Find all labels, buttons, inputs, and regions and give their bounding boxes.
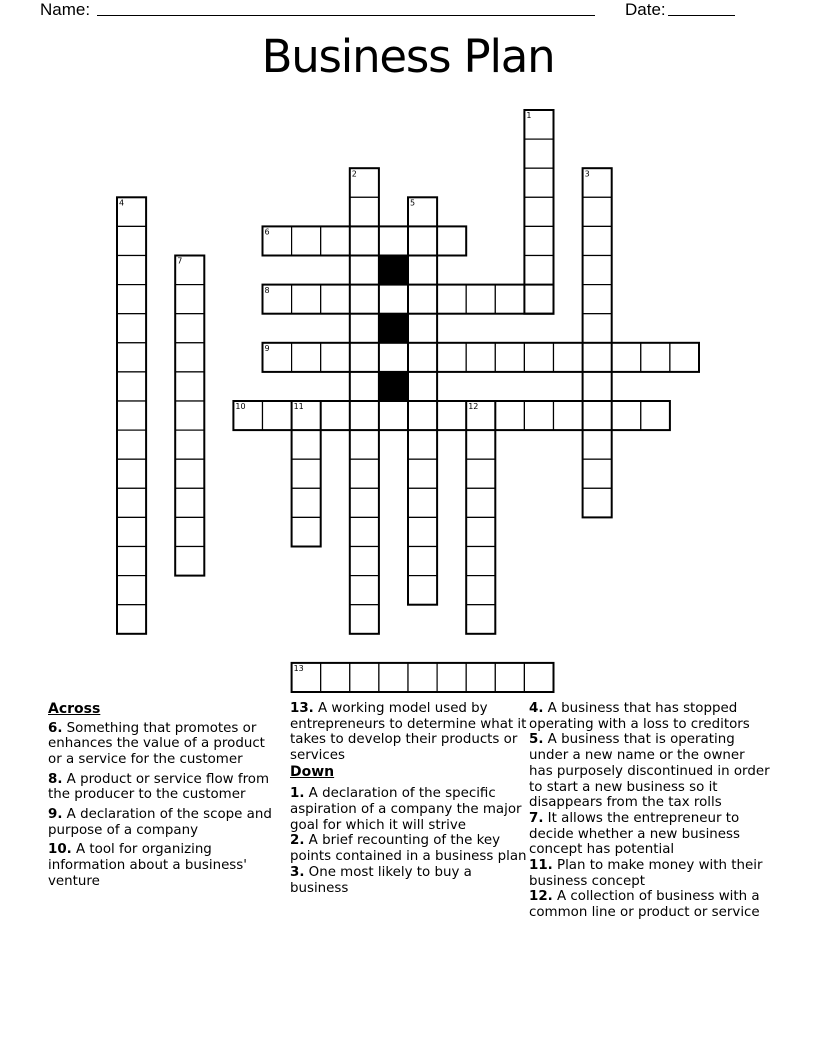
clue-number: 6. (48, 720, 63, 736)
grid-cell (292, 285, 321, 314)
grid-cell (350, 576, 379, 605)
grid-cell (350, 226, 379, 255)
clue-number: 10. (48, 842, 72, 858)
cell-number: 10 (235, 402, 246, 412)
clue-item: 9. A declaration of the scope and purpose of a company (48, 807, 272, 838)
grid-cell (466, 343, 495, 372)
grid-cell (117, 547, 146, 576)
grid-cell (117, 459, 146, 488)
clue-column (529, 701, 772, 921)
grid-cell (612, 401, 641, 430)
clue-section-header: Across (48, 701, 101, 717)
grid-cell (408, 285, 437, 314)
grid-cell (175, 517, 204, 546)
grid-cell (524, 168, 553, 197)
clue-section-header: Down (290, 763, 335, 780)
grid-cell (292, 226, 321, 255)
grid-cell (321, 401, 350, 430)
grid-cell (175, 401, 204, 430)
grid-cell (350, 430, 379, 459)
grid-cell (117, 343, 146, 372)
grid-cell (350, 663, 379, 692)
cell-number: 2 (351, 169, 357, 179)
grid-cell (495, 401, 524, 430)
grid-cell (408, 343, 437, 372)
grid-cell (350, 197, 379, 226)
grid-cell (321, 285, 350, 314)
grid-cell (408, 256, 437, 285)
grid-cell (350, 372, 379, 401)
clue-item: 1. A declaration of the specific aspiration of a company the major goal for which it will strive (290, 786, 522, 833)
name-label: Name: (40, 0, 91, 19)
grid-cell (379, 401, 408, 430)
grid-cell (524, 285, 553, 314)
grid-cell (408, 401, 437, 430)
grid-cell (408, 430, 437, 459)
grid-cell (437, 401, 466, 430)
grid-cell (175, 547, 204, 576)
date-label: Date: (625, 0, 666, 19)
grid-cell (524, 139, 553, 168)
grid-cell (379, 226, 408, 255)
grid-cell (466, 430, 495, 459)
grid-cell (466, 663, 495, 692)
clue-item: 6. Something that promotes or enhances the value of a product or a service for the customer (48, 720, 265, 767)
grid-cell (437, 343, 466, 372)
clue-item: 7. It allows the entrepreneur to decide whether a new business concept has potential (529, 810, 740, 858)
grid-cell (466, 488, 495, 517)
grid-cell (408, 314, 437, 343)
grid-cell (466, 576, 495, 605)
grid-cell (466, 547, 495, 576)
cell-number: 13 (293, 664, 304, 674)
grid-cell (117, 226, 146, 255)
grid-cell (408, 547, 437, 576)
grid-cell (554, 401, 583, 430)
grid-cell (466, 459, 495, 488)
grid-cell (292, 430, 321, 459)
clue-item: 3. One most likely to buy a business (290, 864, 472, 896)
grid-cell (437, 663, 466, 692)
grid-cell (524, 663, 553, 692)
cell-number: 3 (584, 169, 590, 179)
grid-cell (495, 285, 524, 314)
grid-cell (175, 285, 204, 314)
grid-cell (321, 343, 350, 372)
clue-number: 8. (48, 771, 63, 787)
clue-number: 7. (529, 810, 544, 826)
clue-item: 5. A business that is operating under a new name or the owner has purposely discontinued in order to start a new business so it disappears from the tax rolls (529, 732, 770, 811)
cell-number: 5 (410, 198, 416, 208)
clue-column (48, 701, 278, 894)
grid-cell (117, 314, 146, 343)
grid-cell (524, 226, 553, 255)
clue-number: 13. (290, 701, 314, 716)
grid-cell (175, 314, 204, 343)
grid-cell (583, 401, 612, 430)
grid-cell (466, 517, 495, 546)
grid-cell (117, 605, 146, 634)
grid-cell (350, 547, 379, 576)
cell-number: 4 (119, 198, 125, 208)
grid-cell (583, 226, 612, 255)
clue-number: 11. (529, 858, 553, 874)
grid-cell (350, 459, 379, 488)
clue-column (290, 701, 530, 896)
grid-cell (292, 488, 321, 517)
grid-cell (495, 343, 524, 372)
grid-cell (292, 517, 321, 546)
clue-number: 12. (529, 889, 553, 905)
cell-number: 6 (264, 227, 270, 237)
grid-cell (292, 459, 321, 488)
black-cell (379, 256, 408, 285)
grid-cell (321, 226, 350, 255)
cell-number: 8 (264, 285, 270, 295)
grid-cell (117, 372, 146, 401)
grid-cell (350, 488, 379, 517)
grid-cell (175, 459, 204, 488)
grid-cell (117, 285, 146, 314)
grid-cell (437, 226, 466, 255)
grid-cell (117, 488, 146, 517)
clue-number: 9. (48, 807, 63, 823)
grid-cell (583, 430, 612, 459)
clue-item: 2. A brief recounting of the key points contained in a business plan (290, 833, 527, 865)
grid-cell (524, 343, 553, 372)
grid-cell (350, 314, 379, 343)
grid-cell (350, 256, 379, 285)
grid-cell (524, 197, 553, 226)
grid-cell (292, 343, 321, 372)
grid-cell (408, 488, 437, 517)
grid-cell (408, 459, 437, 488)
clue-item: 12. A collection of business with a common line or product or service (529, 889, 760, 921)
grid-cell (583, 285, 612, 314)
grid-cell (117, 256, 146, 285)
grid-cell (117, 401, 146, 430)
grid-cell (408, 663, 437, 692)
grid-cell (437, 285, 466, 314)
page-title: Business Plan (261, 30, 555, 83)
grid-cell (350, 343, 379, 372)
clue-item: 11. Plan to make money with their business concept (529, 858, 763, 889)
grid-cell (670, 343, 699, 372)
grid-cell (466, 285, 495, 314)
cell-number: 11 (293, 402, 304, 412)
grid-cell (379, 663, 408, 692)
grid-cell (175, 430, 204, 459)
grid-cell (350, 401, 379, 430)
grid-cell (583, 314, 612, 343)
clue-number: 2. (290, 833, 305, 849)
cell-number: 7 (177, 256, 183, 266)
grid-cell (583, 372, 612, 401)
grid-cell (379, 285, 408, 314)
grid-cell (583, 197, 612, 226)
grid-cell (554, 343, 583, 372)
grid-cell (583, 459, 612, 488)
grid-cell (408, 517, 437, 546)
grid-cell (321, 663, 350, 692)
grid-cell (263, 401, 292, 430)
grid-cell (583, 488, 612, 517)
clue-number: 1. (290, 786, 305, 802)
black-cell (379, 314, 408, 343)
clue-item: 10. A tool for organizing information about a business' venture (48, 842, 247, 889)
cell-number: 1 (526, 111, 532, 121)
clue-number: 4. (529, 701, 544, 716)
grid-cell (350, 285, 379, 314)
grid-cell (524, 256, 553, 285)
grid-cell (495, 663, 524, 692)
grid-cell (524, 401, 553, 430)
clue-number: 5. (529, 732, 544, 748)
cell-number: 12 (468, 402, 479, 412)
grid-cell (117, 576, 146, 605)
grid-cell (350, 605, 379, 634)
cell-number: 9 (264, 344, 270, 353)
grid-cell (408, 576, 437, 605)
clue-item: 13. A working model used by entrepreneurs to determine what it takes to develop their products or services (290, 701, 527, 764)
grid-cell (641, 343, 670, 372)
black-cell (379, 372, 408, 401)
grid-cell (175, 372, 204, 401)
grid-cell (350, 517, 379, 546)
grid-cell (117, 517, 146, 546)
grid-cell (612, 343, 641, 372)
grid-cell (175, 488, 204, 517)
grid-cell (408, 226, 437, 255)
clue-item: 4. A business that has stopped operating with a loss to creditors (529, 701, 750, 732)
grid-cell (466, 605, 495, 634)
clue-number: 3. (290, 864, 305, 880)
grid-cell (641, 401, 670, 430)
grid-cell (408, 372, 437, 401)
clue-item: 8. A product or service flow from the producer to the customer (48, 771, 270, 803)
grid-cell (175, 343, 204, 372)
grid-cell (379, 343, 408, 372)
grid-cell (583, 343, 612, 372)
grid-cell (117, 430, 146, 459)
grid-cell (583, 256, 612, 285)
